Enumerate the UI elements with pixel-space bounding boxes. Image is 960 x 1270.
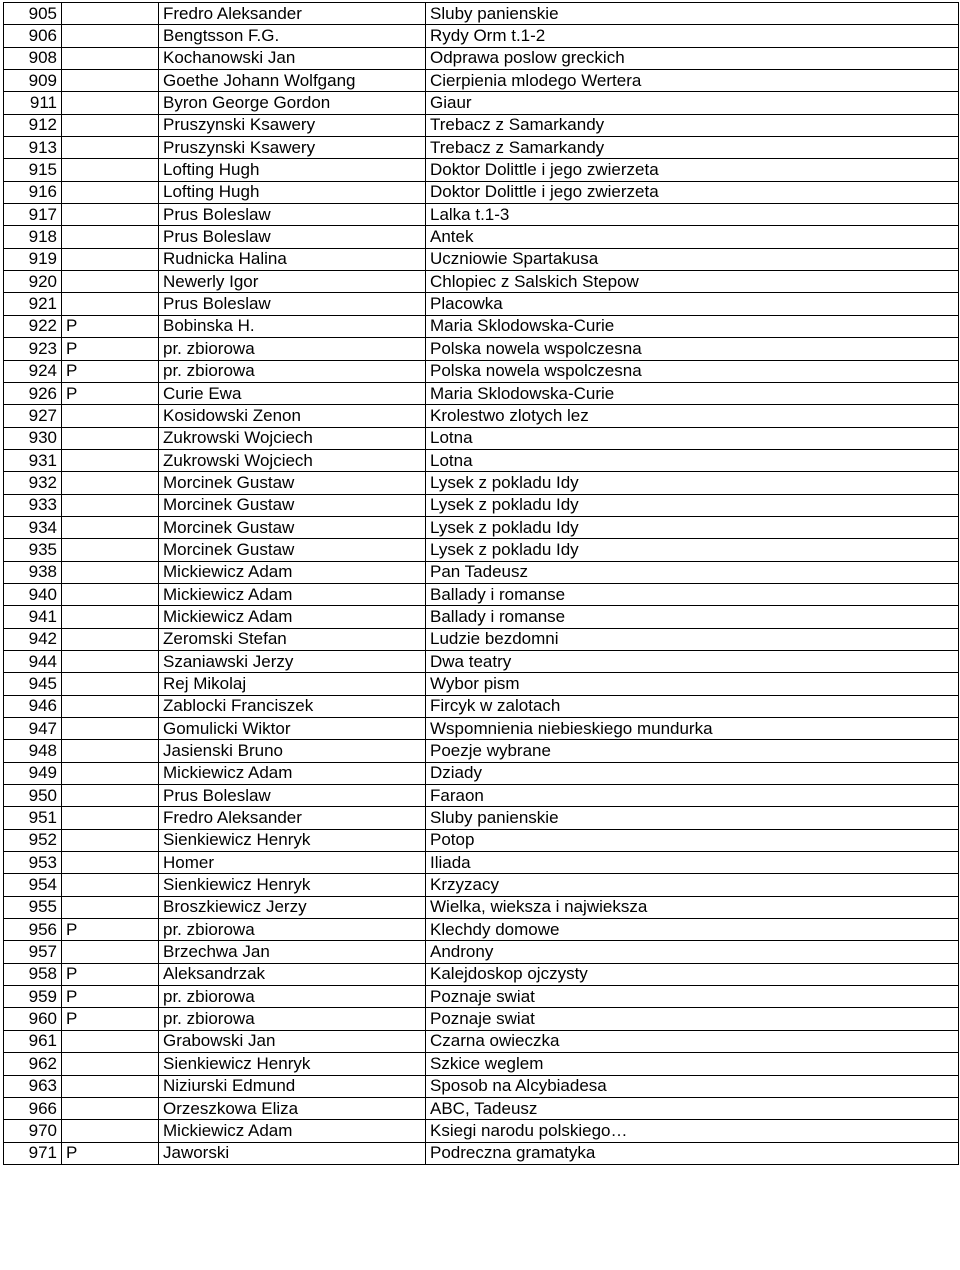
title-cell: Chlopiec z Salskich Stepow [426,271,959,293]
p-flag-cell: P [62,338,159,360]
inventory-number-cell: 922 [4,315,62,337]
author-cell: Curie Ewa [159,382,426,404]
author-cell: Bengtsson F.G. [159,25,426,47]
inventory-number-cell: 927 [4,405,62,427]
p-flag-cell [62,941,159,963]
title-cell: Sluby panienskie [426,807,959,829]
inventory-number-cell: 940 [4,583,62,605]
inventory-number-cell: 932 [4,472,62,494]
p-flag-cell [62,494,159,516]
p-flag-cell: P [62,919,159,941]
title-cell: Kalejdoskop ojczysty [426,963,959,985]
title-cell: Maria Sklodowska-Curie [426,382,959,404]
p-flag-cell [62,1075,159,1097]
p-flag-cell [62,718,159,740]
book-catalog-table [3,2,959,1165]
author-cell: Prus Boleslaw [159,293,426,315]
title-cell: Antek [426,226,959,248]
title-cell: Ballady i romanse [426,606,959,628]
inventory-number-cell: 947 [4,718,62,740]
author-cell: Orzeszkowa Eliza [159,1097,426,1119]
inventory-number-cell: 971 [4,1142,62,1164]
p-flag-cell [62,740,159,762]
inventory-number-cell: 924 [4,360,62,382]
p-flag-cell [62,807,159,829]
inventory-number-cell: 905 [4,3,62,25]
author-cell: Mickiewicz Adam [159,762,426,784]
table-row [4,650,959,672]
inventory-number-cell: 961 [4,1030,62,1052]
table-row [4,137,959,159]
title-cell: Lalka t.1-3 [426,204,959,226]
table-row [4,628,959,650]
table-row [4,92,959,114]
title-cell: Ksiegi narodu polskiego… [426,1120,959,1142]
title-cell: Ballady i romanse [426,583,959,605]
p-flag-cell [62,785,159,807]
table-row [4,1030,959,1052]
inventory-number-cell: 938 [4,561,62,583]
author-cell: pr. zbiorowa [159,1008,426,1030]
table-row [4,159,959,181]
table-row [4,382,959,404]
table-row [4,785,959,807]
table-row [4,963,959,985]
author-cell: Niziurski Edmund [159,1075,426,1097]
table-row [4,673,959,695]
author-cell: Fredro Aleksander [159,807,426,829]
p-flag-cell [62,1097,159,1119]
inventory-number-cell: 942 [4,628,62,650]
author-cell: Zukrowski Wojciech [159,427,426,449]
inventory-number-cell: 962 [4,1053,62,1075]
inventory-number-cell: 970 [4,1120,62,1142]
p-flag-cell [62,226,159,248]
author-cell: Aleksandrzak [159,963,426,985]
title-cell: Krolestwo zlotych lez [426,405,959,427]
title-cell: Podreczna gramatyka [426,1142,959,1164]
title-cell: Sposob na Alcybiadesa [426,1075,959,1097]
inventory-number-cell: 918 [4,226,62,248]
author-cell: Mickiewicz Adam [159,1120,426,1142]
title-cell: Pan Tadeusz [426,561,959,583]
title-cell: Androny [426,941,959,963]
title-cell: Lysek z pokladu Idy [426,516,959,538]
author-cell: Mickiewicz Adam [159,561,426,583]
title-cell: Ludzie bezdomni [426,628,959,650]
p-flag-cell [62,204,159,226]
title-cell: Lysek z pokladu Idy [426,539,959,561]
p-flag-cell: P [62,382,159,404]
p-flag-cell: P [62,360,159,382]
table-row [4,47,959,69]
table-row [4,718,959,740]
title-cell: Lotna [426,449,959,471]
title-cell: Cierpienia mlodego Wertera [426,70,959,92]
p-flag-cell [62,427,159,449]
p-flag-cell [62,248,159,270]
author-cell: Lofting Hugh [159,159,426,181]
p-flag-cell: P [62,315,159,337]
author-cell: pr. zbiorowa [159,338,426,360]
inventory-number-cell: 958 [4,963,62,985]
table-row [4,606,959,628]
table-row [4,1097,959,1119]
title-cell: Klechdy domowe [426,919,959,941]
author-cell: Zeromski Stefan [159,628,426,650]
title-cell: Faraon [426,785,959,807]
p-flag-cell [62,3,159,25]
inventory-number-cell: 934 [4,516,62,538]
table-row [4,874,959,896]
title-cell: Trebacz z Samarkandy [426,137,959,159]
author-cell: Grabowski Jan [159,1030,426,1052]
table-row [4,539,959,561]
p-flag-cell [62,25,159,47]
table-row [4,919,959,941]
inventory-number-cell: 954 [4,874,62,896]
title-cell: Polska nowela wspolczesna [426,360,959,382]
table-row [4,829,959,851]
table-row [4,494,959,516]
table-row [4,70,959,92]
table-row [4,338,959,360]
title-cell: Wielka, wieksza i najwieksza [426,896,959,918]
inventory-number-cell: 951 [4,807,62,829]
inventory-number-cell: 915 [4,159,62,181]
p-flag-cell [62,1030,159,1052]
p-flag-cell [62,628,159,650]
title-cell: Doktor Dolittle i jego zwierzeta [426,159,959,181]
author-cell: Gomulicki Wiktor [159,718,426,740]
title-cell: Trebacz z Samarkandy [426,114,959,136]
title-cell: Iliada [426,852,959,874]
p-flag-cell [62,47,159,69]
title-cell: Uczniowie Spartakusa [426,248,959,270]
p-flag-cell: P [62,963,159,985]
author-cell: Szaniawski Jerzy [159,650,426,672]
author-cell: Lofting Hugh [159,181,426,203]
author-cell: Prus Boleslaw [159,204,426,226]
table-row [4,25,959,47]
inventory-number-cell: 908 [4,47,62,69]
author-cell: Rudnicka Halina [159,248,426,270]
table-row [4,1142,959,1164]
table-row [4,226,959,248]
author-cell: Morcinek Gustaw [159,539,426,561]
inventory-number-cell: 946 [4,695,62,717]
inventory-number-cell: 926 [4,382,62,404]
table-row [4,941,959,963]
p-flag-cell [62,896,159,918]
author-cell: Kochanowski Jan [159,47,426,69]
inventory-number-cell: 930 [4,427,62,449]
title-cell: Dziady [426,762,959,784]
p-flag-cell [62,516,159,538]
p-flag-cell [62,606,159,628]
p-flag-cell [62,159,159,181]
p-flag-cell [62,829,159,851]
table-row [4,1075,959,1097]
p-flag-cell [62,561,159,583]
p-flag-cell [62,852,159,874]
title-cell: Lotna [426,427,959,449]
inventory-number-cell: 963 [4,1075,62,1097]
p-flag-cell [62,92,159,114]
p-flag-cell: P [62,986,159,1008]
title-cell: Dwa teatry [426,650,959,672]
inventory-number-cell: 931 [4,449,62,471]
table-row [4,695,959,717]
p-flag-cell [62,293,159,315]
inventory-number-cell: 953 [4,852,62,874]
table-row [4,114,959,136]
table-row [4,986,959,1008]
author-cell: Newerly Igor [159,271,426,293]
inventory-number-cell: 955 [4,896,62,918]
title-cell: Lysek z pokladu Idy [426,472,959,494]
inventory-number-cell: 950 [4,785,62,807]
table-row [4,3,959,25]
author-cell: Prus Boleslaw [159,226,426,248]
title-cell: Czarna owieczka [426,1030,959,1052]
p-flag-cell [62,583,159,605]
author-cell: Mickiewicz Adam [159,583,426,605]
title-cell: Krzyzacy [426,874,959,896]
inventory-number-cell: 917 [4,204,62,226]
table-row [4,561,959,583]
p-flag-cell [62,271,159,293]
title-cell: Szkice weglem [426,1053,959,1075]
table-row [4,204,959,226]
table-row [4,293,959,315]
inventory-number-cell: 916 [4,181,62,203]
p-flag-cell [62,181,159,203]
inventory-number-cell: 911 [4,92,62,114]
inventory-number-cell: 921 [4,293,62,315]
author-cell: Sienkiewicz Henryk [159,1053,426,1075]
inventory-number-cell: 948 [4,740,62,762]
p-flag-cell [62,114,159,136]
author-cell: Zablocki Franciszek [159,695,426,717]
author-cell: Homer [159,852,426,874]
author-cell: Morcinek Gustaw [159,472,426,494]
author-cell: Sienkiewicz Henryk [159,874,426,896]
p-flag-cell: P [62,1142,159,1164]
table-row [4,762,959,784]
title-cell: Poznaje swiat [426,986,959,1008]
author-cell: Morcinek Gustaw [159,516,426,538]
inventory-number-cell: 941 [4,606,62,628]
author-cell: Byron George Gordon [159,92,426,114]
author-cell: Broszkiewicz Jerzy [159,896,426,918]
p-flag-cell [62,405,159,427]
inventory-number-cell: 959 [4,986,62,1008]
table-row [4,248,959,270]
title-cell: Fircyk w zalotach [426,695,959,717]
table-row [4,516,959,538]
author-cell: Rej Mikolaj [159,673,426,695]
table-row [4,896,959,918]
table-row [4,807,959,829]
table-row [4,449,959,471]
inventory-number-cell: 906 [4,25,62,47]
inventory-number-cell: 923 [4,338,62,360]
inventory-number-cell: 919 [4,248,62,270]
inventory-number-cell: 935 [4,539,62,561]
title-cell: Poznaje swiat [426,1008,959,1030]
title-cell: Polska nowela wspolczesna [426,338,959,360]
author-cell: pr. zbiorowa [159,360,426,382]
author-cell: Mickiewicz Adam [159,606,426,628]
p-flag-cell [62,472,159,494]
inventory-number-cell: 956 [4,919,62,941]
title-cell: Doktor Dolittle i jego zwierzeta [426,181,959,203]
author-cell: Goethe Johann Wolfgang [159,70,426,92]
p-flag-cell [62,650,159,672]
inventory-number-cell: 944 [4,650,62,672]
title-cell: Sluby panienskie [426,3,959,25]
title-cell: Giaur [426,92,959,114]
title-cell: Odprawa poslow greckich [426,47,959,69]
table-row [4,181,959,203]
author-cell: Brzechwa Jan [159,941,426,963]
inventory-number-cell: 920 [4,271,62,293]
table-row [4,1053,959,1075]
author-cell: Pruszynski Ksawery [159,114,426,136]
table-row [4,315,959,337]
author-cell: Pruszynski Ksawery [159,137,426,159]
author-cell: Kosidowski Zenon [159,405,426,427]
p-flag-cell [62,70,159,92]
p-flag-cell [62,1120,159,1142]
author-cell: pr. zbiorowa [159,919,426,941]
table-row [4,427,959,449]
author-cell: Fredro Aleksander [159,3,426,25]
title-cell: Lysek z pokladu Idy [426,494,959,516]
inventory-number-cell: 933 [4,494,62,516]
inventory-number-cell: 957 [4,941,62,963]
table-row [4,472,959,494]
p-flag-cell: P [62,1008,159,1030]
inventory-number-cell: 952 [4,829,62,851]
table-row [4,271,959,293]
table-row [4,852,959,874]
inventory-number-cell: 949 [4,762,62,784]
author-cell: Sienkiewicz Henryk [159,829,426,851]
author-cell: pr. zbiorowa [159,986,426,1008]
title-cell: Rydy Orm t.1-2 [426,25,959,47]
inventory-number-cell: 909 [4,70,62,92]
title-cell: Poezje wybrane [426,740,959,762]
catalog-body [4,3,959,1165]
p-flag-cell [62,1053,159,1075]
table-row [4,360,959,382]
inventory-number-cell: 912 [4,114,62,136]
author-cell: Zukrowski Wojciech [159,449,426,471]
title-cell: Potop [426,829,959,851]
p-flag-cell [62,695,159,717]
title-cell: Maria Sklodowska-Curie [426,315,959,337]
table-row [4,1120,959,1142]
inventory-number-cell: 966 [4,1097,62,1119]
p-flag-cell [62,874,159,896]
inventory-number-cell: 913 [4,137,62,159]
author-cell: Jasienski Bruno [159,740,426,762]
title-cell: ABC, Tadeusz [426,1097,959,1119]
p-flag-cell [62,673,159,695]
inventory-number-cell: 960 [4,1008,62,1030]
author-cell: Bobinska H. [159,315,426,337]
p-flag-cell [62,762,159,784]
table-row [4,740,959,762]
title-cell: Wspomnienia niebieskiego mundurka [426,718,959,740]
author-cell: Morcinek Gustaw [159,494,426,516]
title-cell: Wybor pism [426,673,959,695]
inventory-number-cell: 945 [4,673,62,695]
author-cell: Jaworski [159,1142,426,1164]
table-row [4,1008,959,1030]
p-flag-cell [62,539,159,561]
title-cell: Placowka [426,293,959,315]
table-row [4,583,959,605]
table-row [4,405,959,427]
p-flag-cell [62,449,159,471]
p-flag-cell [62,137,159,159]
author-cell: Prus Boleslaw [159,785,426,807]
